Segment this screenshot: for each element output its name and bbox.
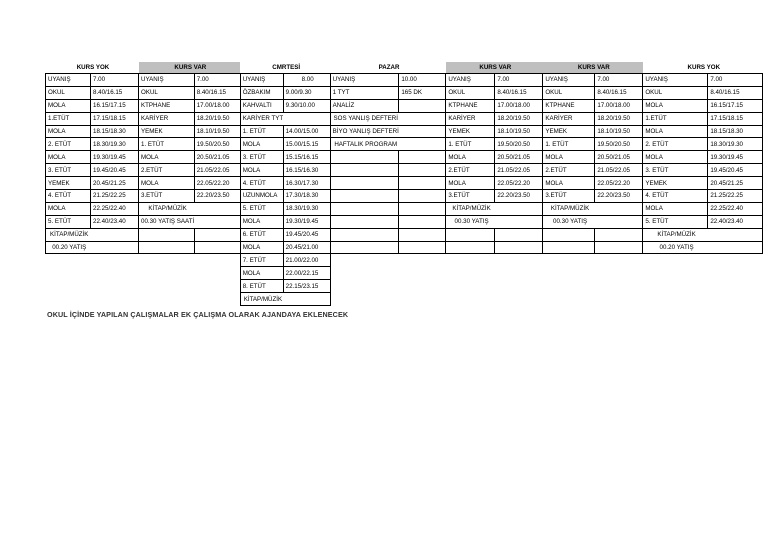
table-cell: 21.25/22.25 [708, 190, 763, 203]
table-cell [595, 280, 643, 293]
table-cell: 00.30 YATIŞ SAATİ [139, 215, 195, 228]
table-cell: UYANIŞ [139, 74, 195, 87]
table-cell: 1.ETÜT [643, 112, 708, 125]
table-cell: 1. ETÜT [543, 138, 595, 151]
table-cell: OKUL [643, 86, 708, 99]
table-cell: 7. ETÜT [240, 254, 283, 267]
schedule-body [46, 62, 763, 306]
table-cell: MOLA [240, 215, 283, 228]
table-row [46, 138, 763, 151]
header-kurs-var-2: KURS VAR [446, 62, 543, 74]
table-cell: YEMEK [643, 177, 708, 190]
table-row [46, 202, 763, 215]
table-row [46, 293, 763, 306]
table-cell: 3.ETÜT [446, 190, 495, 203]
table-cell [446, 241, 495, 254]
table-cell: UYANIŞ [446, 74, 495, 87]
table-cell [91, 280, 139, 293]
table-cell: 22.05/22.20 [495, 177, 543, 190]
table-cell [643, 267, 708, 280]
table-cell: 165 DK [399, 86, 446, 99]
table-cell [399, 99, 446, 112]
table-cell: 22.40/23.40 [708, 215, 763, 228]
table-cell [330, 267, 399, 280]
table-cell: 22.05/22.20 [194, 177, 240, 190]
table-cell: 20.45/21.00 [283, 241, 330, 254]
table-cell: 16.30/17.30 [283, 177, 330, 190]
table-cell: 9.00/9.30 [283, 86, 330, 99]
table-cell [46, 280, 91, 293]
table-cell [139, 280, 195, 293]
table-cell [46, 293, 91, 306]
table-cell [595, 241, 643, 254]
table-cell [543, 267, 595, 280]
table-cell: 18.30/19.30 [91, 138, 139, 151]
table-cell: MOLA [643, 151, 708, 164]
table-cell: 17.00/18.00 [194, 99, 240, 112]
table-cell [643, 254, 708, 267]
table-cell: SOS YANLIŞ DEFTERİ [330, 112, 399, 125]
table-cell [708, 241, 763, 254]
table-cell [399, 293, 446, 306]
table-cell: 2. ETÜT [643, 138, 708, 151]
table-cell [446, 267, 495, 280]
table-cell: 2. ETÜT [46, 138, 91, 151]
table-cell [194, 202, 240, 215]
table-cell: 20.45/21.25 [91, 177, 139, 190]
table-cell: 18.30/19.30 [283, 202, 330, 215]
table-cell: 18.15/18.30 [91, 125, 139, 138]
table-cell: 6. ETÜT [240, 228, 283, 241]
table-cell: UYANIŞ [330, 74, 399, 87]
table-cell: 8.40/16.15 [495, 86, 543, 99]
table-cell [330, 280, 399, 293]
header-kurs-yok-1: KURS YOK [76, 64, 110, 71]
table-cell: ANALİZ [330, 99, 399, 112]
table-cell [194, 280, 240, 293]
table-row [46, 164, 763, 177]
table-cell: 18.15/18.30 [708, 125, 763, 138]
table-cell: 18.20/19.50 [595, 112, 643, 125]
table-cell [91, 241, 139, 254]
table-cell [543, 254, 595, 267]
table-cell [330, 215, 399, 228]
table-cell [399, 190, 446, 203]
table-cell [399, 267, 446, 280]
table-cell [139, 293, 195, 306]
table-cell: 19.45/20.45 [283, 228, 330, 241]
table-cell: 18.10/19.50 [495, 125, 543, 138]
table-cell: 5. ETÜT [46, 215, 91, 228]
table-cell: 21.00/22.00 [283, 254, 330, 267]
table-cell: MOLA [643, 99, 708, 112]
table-cell [446, 228, 495, 241]
table-cell: 21.05/22.05 [194, 164, 240, 177]
table-cell: 22.25/22.40 [91, 202, 139, 215]
table-cell: YEMEK [543, 125, 595, 138]
table-cell: 21.25/22.25 [91, 190, 139, 203]
table-cell: KİTAP/MÜZİK [46, 228, 91, 241]
header-pazar: PAZAR [378, 64, 400, 71]
table-cell: UZUNMOLA [240, 190, 283, 203]
table-cell: 17.15/18.15 [708, 112, 763, 125]
table-cell: 3.ETÜT [139, 190, 195, 203]
table-cell: KİTAP/MÜZİK [240, 293, 283, 306]
table-cell: 16.15/16.30 [283, 164, 330, 177]
table-cell [399, 241, 446, 254]
table-cell: 17.30/18.30 [283, 190, 330, 203]
table-cell: 16.15/17.15 [91, 99, 139, 112]
table-cell [495, 267, 543, 280]
table-cell [708, 280, 763, 293]
table-cell [399, 151, 446, 164]
table-cell [194, 293, 240, 306]
table-cell: MOLA [543, 177, 595, 190]
table-cell [495, 293, 543, 306]
table-cell: 9.30/10.00 [283, 99, 330, 112]
table-cell [91, 267, 139, 280]
table-cell: OKUL [543, 86, 595, 99]
table-cell [399, 177, 446, 190]
table-cell: 5. ETÜT [240, 202, 283, 215]
table-cell: KTPHANE [139, 99, 195, 112]
table-cell [595, 293, 643, 306]
table-cell: 22.00/22.15 [283, 267, 330, 280]
table-cell [495, 202, 543, 215]
table-cell [446, 293, 495, 306]
table-cell: 19.45/20.45 [91, 164, 139, 177]
table-cell [91, 228, 139, 241]
table-cell: 22.20/23.50 [595, 190, 643, 203]
table-cell: BİYO YANLIŞ DEFTERİ [330, 125, 399, 138]
table-cell: KTPHANE [446, 99, 495, 112]
table-cell: 19.50/20.50 [194, 138, 240, 151]
table-cell [283, 293, 330, 306]
table-cell [194, 228, 240, 241]
table-cell: KİTAP/MÜZİK [446, 202, 495, 215]
footer-note: OKUL İÇİNDE YAPILAN ÇALIŞMALAR EK ÇALIŞMA OLARAK AJANDAYA EKLENECEK [47, 310, 349, 319]
table-cell: 7.00 [495, 74, 543, 87]
table-cell [595, 202, 643, 215]
table-cell [708, 267, 763, 280]
header-kurs-var-3: KURS VAR [543, 62, 643, 74]
table-cell: 00.20 YATIŞ [643, 241, 708, 254]
table-cell [46, 267, 91, 280]
table-cell: 19.50/20.50 [595, 138, 643, 151]
table-cell: 18.10/19.50 [194, 125, 240, 138]
table-cell: 3. ETÜT [240, 151, 283, 164]
table-cell: KARİYER [139, 112, 195, 125]
table-cell [543, 293, 595, 306]
table-row [46, 99, 763, 112]
table-cell: ÖZBAKIM [240, 86, 283, 99]
table-cell: OKUL [139, 86, 195, 99]
table-cell: OKUL [46, 86, 91, 99]
table-cell: 7.00 [91, 74, 139, 87]
table-cell [330, 151, 399, 164]
table-cell: 17.15/18.15 [91, 112, 139, 125]
table-cell: UYANIŞ [643, 74, 708, 87]
header-kurs-yok-2: KURS YOK [687, 64, 721, 71]
table-cell [139, 267, 195, 280]
table-cell: YEMEK [46, 177, 91, 190]
table-cell: 4. ETÜT [240, 177, 283, 190]
table-cell: 17.00/18.00 [595, 99, 643, 112]
table-cell: 2.ETÜT [543, 164, 595, 177]
table-cell [330, 164, 399, 177]
table-cell: 15.15/16.15 [283, 151, 330, 164]
table-cell: MOLA [46, 125, 91, 138]
table-cell: 20.50/21.05 [495, 151, 543, 164]
table-row [46, 74, 763, 87]
table-cell: 3. ETÜT [46, 164, 91, 177]
table-cell: MOLA [46, 99, 91, 112]
table-cell [194, 241, 240, 254]
table-cell: 8.40/16.15 [708, 86, 763, 99]
table-row [46, 112, 763, 125]
table-cell: YEMEK [139, 125, 195, 138]
table-cell [399, 112, 446, 125]
table-cell: 8.40/16.15 [595, 86, 643, 99]
table-cell: 20.45/21.25 [708, 177, 763, 190]
table-row [46, 215, 763, 228]
table-cell [139, 241, 195, 254]
table-cell [399, 254, 446, 267]
table-cell: 7.00 [194, 74, 240, 87]
table-row [46, 151, 763, 164]
table-cell [330, 241, 399, 254]
table-cell: 00.20 YATIŞ [46, 241, 91, 254]
table-cell: MOLA [446, 177, 495, 190]
table-cell [595, 228, 643, 241]
table-cell: KİTAP/MÜZİK [139, 202, 195, 215]
table-cell: 3.ETÜT [543, 190, 595, 203]
table-cell [708, 293, 763, 306]
table-cell: 20.50/21.05 [194, 151, 240, 164]
table-cell [543, 228, 595, 241]
table-cell [139, 228, 195, 241]
table-cell: 21.05/22.05 [495, 164, 543, 177]
table-cell [330, 254, 399, 267]
table-cell: 8.00 [283, 74, 330, 87]
table-cell: 17.00/18.00 [495, 99, 543, 112]
table-cell: 19.50/20.50 [495, 138, 543, 151]
table-cell: 22.15/23.15 [283, 280, 330, 293]
table-cell [399, 164, 446, 177]
table-cell: UYANIŞ [240, 74, 283, 87]
table-cell: KAHVALTI [240, 99, 283, 112]
table-cell [91, 254, 139, 267]
table-cell [330, 190, 399, 203]
table-cell: 5. ETÜT [643, 215, 708, 228]
table-cell: MOLA [240, 267, 283, 280]
table-cell: MOLA [139, 151, 195, 164]
table-cell: 18.30/19.30 [708, 138, 763, 151]
table-row [46, 241, 763, 254]
table-cell [446, 254, 495, 267]
table-cell: 8. ETÜT [240, 280, 283, 293]
table-cell: 00.30 YATIŞ [446, 215, 495, 228]
table-cell: 00.30 YATIŞ [543, 215, 595, 228]
table-cell: 22.25/22.40 [708, 202, 763, 215]
table-row [46, 125, 763, 138]
table-cell: UYANIŞ [46, 74, 91, 87]
table-cell [708, 228, 763, 241]
table-cell [399, 280, 446, 293]
table-cell: 22.05/22.20 [595, 177, 643, 190]
table-cell: 2.ETÜT [446, 164, 495, 177]
table-cell [643, 280, 708, 293]
table-row [46, 177, 763, 190]
table-cell: 1. ETÜT [139, 138, 195, 151]
table-cell [495, 254, 543, 267]
table-cell [595, 215, 643, 228]
table-row [46, 254, 763, 267]
table-cell [194, 254, 240, 267]
table-cell [330, 228, 399, 241]
table-cell [399, 228, 446, 241]
table-cell: KARİYER [543, 112, 595, 125]
table-cell: 19.30/19.45 [91, 151, 139, 164]
table-cell: 21.05/22.05 [595, 164, 643, 177]
table-cell [595, 254, 643, 267]
table-cell: 1. ETÜT [240, 125, 283, 138]
table-cell: MOLA [643, 202, 708, 215]
table-cell [708, 254, 763, 267]
table-cell [543, 241, 595, 254]
table-cell: 8.40/16.15 [194, 86, 240, 99]
table-cell [643, 293, 708, 306]
table-cell: 22.40/23.40 [91, 215, 139, 228]
table-row [46, 267, 763, 280]
table-cell: 7.00 [595, 74, 643, 87]
table-cell: OKUL [446, 86, 495, 99]
header-cumartesi: CMRTESİ [272, 64, 301, 71]
schedule-table [45, 62, 763, 306]
table-row [46, 228, 763, 241]
table-cell: 10.00 [399, 74, 446, 87]
table-row [46, 86, 763, 99]
table-cell [495, 280, 543, 293]
table-cell: 1. ETÜT [446, 138, 495, 151]
table-cell: 16.15/17.15 [708, 99, 763, 112]
table-cell: 22.20/23.50 [495, 190, 543, 203]
header-kurs-var-1: KURS VAR [139, 62, 241, 74]
table-cell: 8.40/16.15 [91, 86, 139, 99]
table-cell [399, 138, 446, 151]
table-cell [495, 228, 543, 241]
table-cell: 19.30/19.45 [283, 215, 330, 228]
table-cell: 14.00/15.00 [283, 125, 330, 138]
table-cell: MOLA [643, 125, 708, 138]
table-cell: 4. ETÜT [46, 190, 91, 203]
table-cell: MOLA [240, 164, 283, 177]
table-cell [194, 267, 240, 280]
table-cell [495, 241, 543, 254]
table-cell: 20.50/21.05 [595, 151, 643, 164]
table-cell: 18.20/19.50 [495, 112, 543, 125]
table-row [46, 280, 763, 293]
table-cell: 19.45/20.45 [708, 164, 763, 177]
table-cell [91, 293, 139, 306]
table-cell [399, 202, 446, 215]
table-cell [543, 280, 595, 293]
table-cell [399, 125, 446, 138]
table-cell [330, 293, 399, 306]
table-cell: 1.ETÜT [46, 112, 91, 125]
table-cell [446, 280, 495, 293]
table-cell: 15.00/15.15 [283, 138, 330, 151]
table-cell [399, 215, 446, 228]
table-cell: MOLA [240, 241, 283, 254]
table-cell: 2.ETÜT [139, 164, 195, 177]
table-cell [46, 254, 91, 267]
table-cell: 19.30/19.45 [708, 151, 763, 164]
table-cell: KTPHANE [543, 99, 595, 112]
table-cell: MOLA [240, 138, 283, 151]
table-cell: KİTAP/MÜZİK [643, 228, 708, 241]
table-cell: UYANIŞ [543, 74, 595, 87]
table-cell: MOLA [543, 151, 595, 164]
table-cell [330, 177, 399, 190]
table-cell [495, 215, 543, 228]
table-cell [283, 112, 330, 125]
table-cell: MOLA [46, 202, 91, 215]
table-cell: KİTAP/MÜZİK [543, 202, 595, 215]
table-cell [139, 254, 195, 267]
table-cell: 22.20/23.50 [194, 190, 240, 203]
table-cell: KARİYER TYT [240, 112, 283, 125]
table-cell: MOLA [46, 151, 91, 164]
table-cell [330, 202, 399, 215]
table-cell: MOLA [139, 177, 195, 190]
table-cell: MOLA [446, 151, 495, 164]
table-cell: KARİYER [446, 112, 495, 125]
table-cell [194, 215, 240, 228]
table-cell: 4. ETÜT [643, 190, 708, 203]
table-row [46, 190, 763, 203]
table-cell: 18.10/19.50 [595, 125, 643, 138]
header-row [46, 62, 763, 74]
table-cell [595, 267, 643, 280]
table-cell: 1 TYT [330, 86, 399, 99]
table-cell: YEMEK [446, 125, 495, 138]
table-cell: 3. ETÜT [643, 164, 708, 177]
table-cell: 18.20/19.50 [194, 112, 240, 125]
table-cell: 7.00 [708, 74, 763, 87]
table-cell: HAFTALIK PROGRAM [330, 138, 399, 151]
